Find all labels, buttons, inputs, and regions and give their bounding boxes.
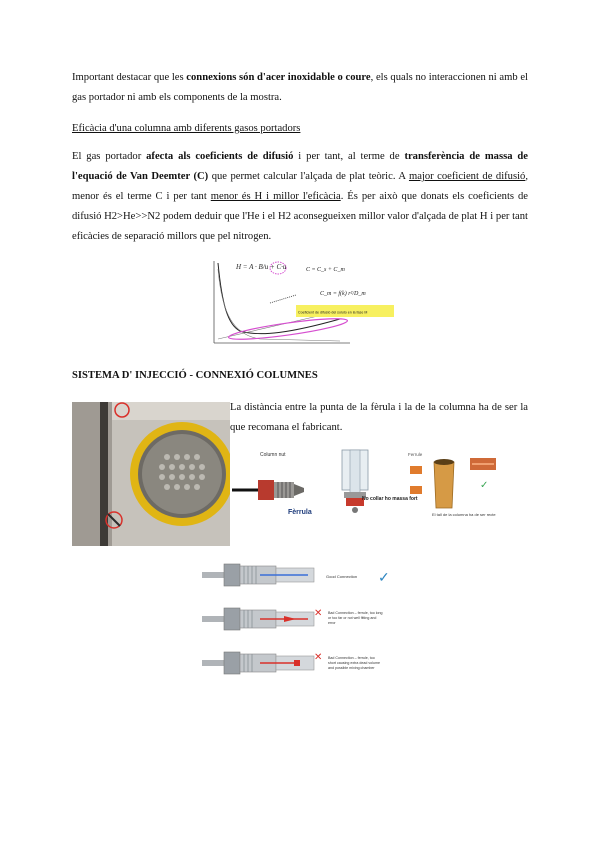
highlight-text: Coeficient de difusió del soluto en la fase M [298, 310, 368, 315]
intro-text: Important destacar que les [72, 72, 187, 83]
connection-bad-1-text: Bad Connection – ferrule, too long or too far or not well fitting and error [328, 611, 383, 625]
connections-svg [196, 556, 404, 690]
column-nut-label: Column nut [260, 452, 286, 458]
p2-bold-2: transferència de massa de l'equació de Van Deemter (C) [72, 151, 529, 182]
van-deemter-graph-figure [200, 255, 400, 353]
ferrule-top-label: Ferrule [408, 452, 423, 457]
p2-underline-1: major coeficient de difusió [408, 171, 526, 182]
ferrule-diagram [232, 448, 528, 536]
ferrule-note-label: El tall de la columna ha de ser recte [432, 512, 496, 517]
intro-bold: connexions són d'acer inoxidable o coure [186, 72, 371, 83]
ferrule-distance-paragraph: La distància entre la punta de la fèrula i la de la columna ha de ser la que recomana el fabricant. [230, 402, 528, 433]
van-deemter-paragraph [72, 147, 528, 247]
p2-text-2: i per tant, al terme de [293, 151, 405, 162]
p2-text-4: , menor és el terme C i per tant [72, 171, 528, 202]
section-title-injection: SISTEMA D' INJECCIÓ - CONNEXIÓ COLUMNES [72, 370, 318, 381]
equation-cm: C_m = f(k) r²/D_m [320, 291, 366, 297]
check-icon-small: ✓ [480, 480, 489, 491]
oven-photo-svg [72, 402, 230, 546]
check-icon: ✓ [378, 571, 390, 586]
ferrula-label: Fèrrula [288, 509, 312, 516]
intro-paragraph [72, 68, 528, 108]
connection-good-text: Good Connection [326, 574, 358, 579]
equation-h: H = A · B/u + C·u [236, 263, 287, 271]
connections-figure [196, 556, 404, 690]
connection-good [202, 564, 390, 586]
p2-text-5: . És per això que donats els coeficients de difusió H2>He>>N2 podem deduir que l'He i el H2 aconsegueixen millor valor d'alçada de plat H i per tant eficàcies de separació millors que pel nitrogen. [72, 191, 528, 242]
p2-underline-2: menor és H i millor l'eficàcia [210, 191, 341, 202]
no-collar-label: No collar ho massa fort [362, 496, 418, 502]
connection-bad-2-text: Bad Connection – ferrule, too short causing extra dead volume and possible mixing chamber [328, 656, 380, 670]
ferrule-diagram-svg [232, 448, 528, 536]
equation-c: C = C_s + C_m [306, 267, 345, 273]
p2-bold-1: afecta als coeficients de difusió [146, 151, 294, 162]
section-title-efficiency: Eficàcia d'una columna amb diferents gasos portadors [72, 123, 301, 134]
cross-icon-1: ✕ [314, 608, 323, 619]
connection-bad-1 [202, 608, 384, 630]
connection-bad-2 [202, 652, 381, 674]
oven-photo [72, 402, 230, 546]
p2-text-3: que permet calcular l'alçada de plat teòric. A [208, 171, 409, 182]
p2-text-1: El gas portador [72, 151, 147, 162]
cross-icon-2: ✕ [314, 652, 323, 663]
intro-text-end: , els quals no interaccionen ni amb el gas portador ni amb els components de la mostra. [72, 72, 529, 103]
van-deemter-graph-svg [200, 255, 400, 353]
